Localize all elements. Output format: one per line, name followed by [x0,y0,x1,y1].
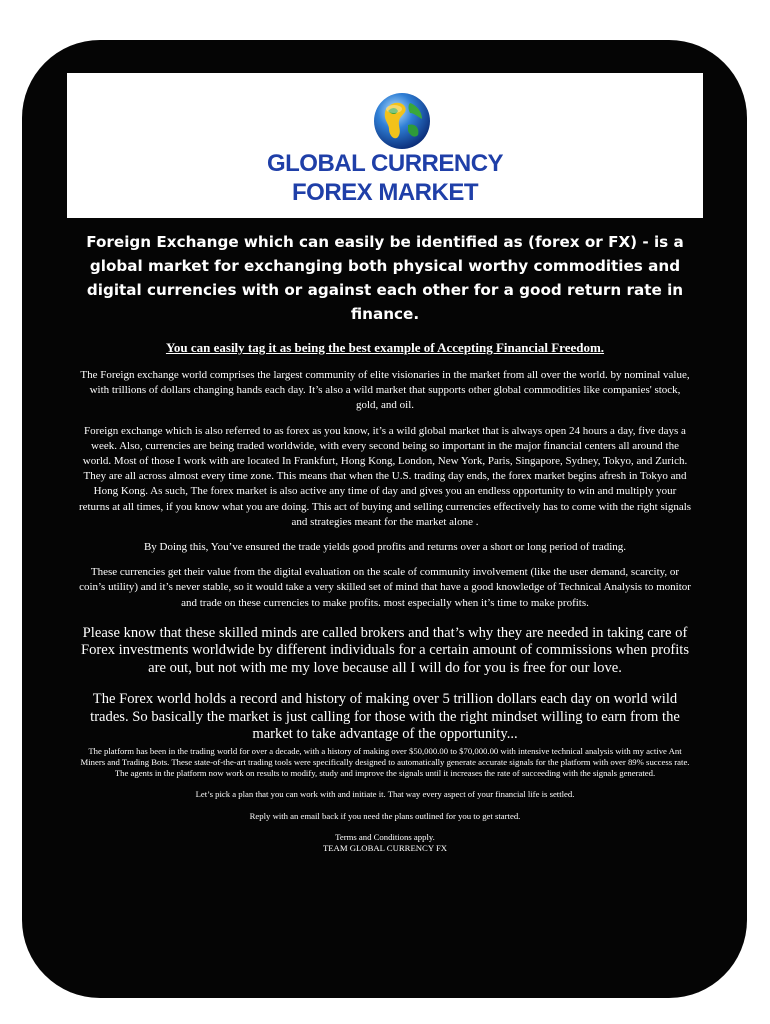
body-content [78,230,692,854]
headline: Foreign Exchange which can easily be identified as (forex or FX) - is a global market for exchanging both physical worthy commodities and digital currencies with or against each other for a good return rate in finance. [86,233,684,323]
terms-line: Terms and Conditions apply. [335,831,435,842]
paragraph-2: Foreign exchange which is also referred to as forex as you know, it’s a wild global market that is always open 24 hours a day, five days a week. Also, currencies are being traded worldwide, with every second being so important in the major financial centers all around the world. Most of those I work with are located In Frankfurt, Hong Kong, London, New York, Paris, Singapore, Sydney, Tokyo, and Zurich. They are all across almost every time zone. This means that when the U.S. trading day ends, the forex market begins afresh in Tokyo and Hong Kong. As such, The forex market is also active any time of day and gives you an endless opportunity to win and multiply your returns at all times, if you know what you are doing. This act of buying and selling currencies effectively has to come with the right signals and strategies meant for the market alone . [78,424,692,528]
title-line-1: GLOBAL CURRENCY [266,150,504,177]
globe-icon [372,91,432,151]
small-paragraph-2: The agents in the platform now work on results to modify, study and improve the signals until it increases the rate of succeeding with the signals generated. [114,768,656,779]
signature-line: TEAM GLOBAL CURRENCY FX [322,843,448,854]
small-paragraph-4: Reply with an email back if you need the plans outlined for you to get started. [249,810,521,821]
small-paragraph-1: The platform has been in the trading world for over a decade, with a history of making over $50,000.00 to $70,000.00 with intensive technical analysis with my active Ant Miners and Trading Bots. These state-of-the-art trading tools were specifically designed to automatically generate accurate signals for the platform with over 89% success rate. [80,745,690,768]
big-paragraph-1: Please know that these skilled minds are called brokers and that’s why they are needed in taking care of Forex investments worldwide by different individuals for a certain amount of commissions when profits are out, but not with me my love because all I will do for you is free for our love. [80,624,690,676]
paragraph-4: These currencies get their value from the digital evaluation on the scale of community involvement (like the user demand, scarcity, or coin’s utility) and it’s never stable, so it would take a very skilled set of mind that have a good knowledge of Technical Analysis to monitor and trade on these currencies to make profits. most especially when it’s time to make profits. [79,566,691,609]
paragraph-1: The Foreign exchange world comprises the largest community of elite visionaries in the market from all over the world. by nominal value, with trillions of dollars changing hands each day. It’s also a wild market that supports other global commodities like companies' stock, gold, and oil. [80,369,690,412]
big-paragraph-2: The Forex world holds a record and history of making over 5 trillion dollars each day on world wild trades. So basically the market is just calling for those with the right mindset willing to earn from the market to take advantage of the opportunity... [90,691,680,743]
small-paragraph-3: Let’s pick a plan that you can work with and initiate it. That way every aspect of your financial life is settled. [195,789,575,800]
tagline: You can easily tag it as being the best example of Accepting Financial Freedom. [165,340,605,355]
paragraph-3: By Doing this, You’ve ensured the trade yields good profits and returns over a short or long period of trading. [143,541,627,554]
title-line-2: FOREX MARKET [292,179,478,206]
